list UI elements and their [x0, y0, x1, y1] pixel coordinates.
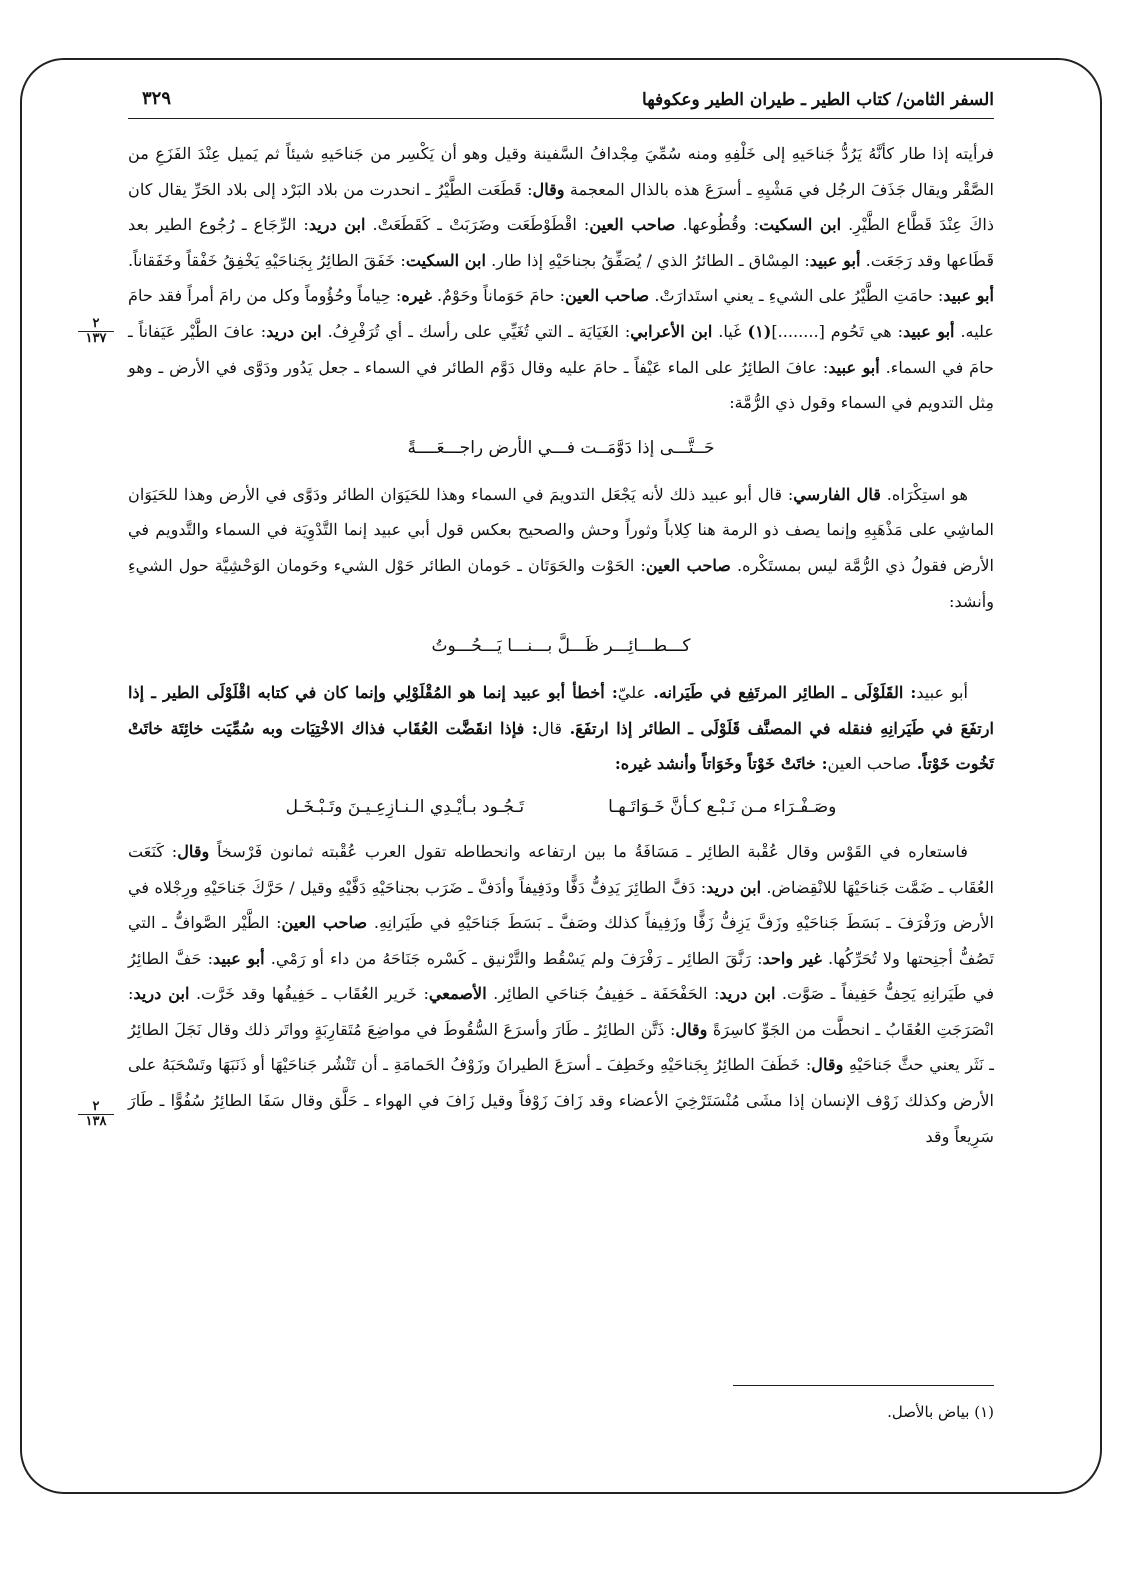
text-run: غَيا.	[712, 321, 748, 341]
text-run: : الحَوْت والحَوَتَان ـ حَومان الطائر حَوْل الشيء وحَومان الوَحْشِيَّة حول الشيءِ وأنشد:	[128, 555, 994, 611]
margin-ref-page: ١٣٨	[85, 1113, 107, 1129]
text-run: فاستعاره في القَوْس وقال عُقْبة الطائِر ـ مَسَافَةُ ما بين ارتفاعه وانحطاطه تقول العرب عُقْبته ثمانون فَرْسخاً	[209, 841, 969, 861]
text-run: : قَطَعَت الطَّيْرُ ـ انحدرت من بلاد البَرْد إلى بلاد الحَرِّ يقال كان ذاكَ عِنْدَ قَطَّاع الطَّيْرِ.	[128, 179, 994, 235]
speaker-name: صاحب العين	[565, 286, 650, 306]
text-run: : هي تَحُوم [........]	[771, 321, 904, 341]
speaker-name: الأصمعي	[428, 984, 487, 1004]
paragraph	[128, 834, 994, 1154]
footnote	[887, 1403, 994, 1421]
paragraph	[128, 136, 994, 421]
margin-reference	[78, 1100, 114, 1128]
speaker-name: وقال	[532, 179, 565, 199]
verse-hemistich-second: تَـجُـود بـأيْـدِي الـنـازِعِـيـنَ وتَـبْـخَـل	[285, 796, 525, 817]
speaker-name: أبو عبيد	[828, 357, 880, 377]
margin-ref-page: ١٣٧	[85, 330, 107, 346]
text-run: : عافَ الطَّيْر عَيَفاناً ـ حامَ في السماء.	[128, 321, 994, 377]
speaker-name: أبو عبيد	[213, 948, 265, 968]
text-run: : الرِّجَاع ـ رُجُوع الطير بعد قَطَاعها وقد رَجَعَت.	[128, 215, 995, 270]
text-run: عليّ	[617, 683, 647, 703]
margin-ref-volume: ٢	[78, 317, 114, 332]
speaker-name: ابن دريد	[719, 984, 776, 1004]
text-run: : حِياماً وحُؤُوماً وكل من رامَ أمراً فقد حامَ عليه.	[128, 286, 994, 341]
text-run: هو استِكْرَاه.	[880, 484, 969, 504]
verse-couplet	[128, 784, 994, 830]
text-run: : خَطَفَ الطائِرُ بِجَناحَيْهِ وخَطِفَ ـ أسرَعَ الطيرانَ وزَوْفُ الحَمامَةِ ـ أن تَنْشُر جَناحَيْهَا أو ذَنَبَهَا وتَسْحَبَهُ على الأرض وكذلك زَوْف الإنسان إذا مشَى مُنْسَتَرْخِيَ الأعضاء وقد زَافَ زَوْفاً وقيل زَافَ في الهواء ـ حَلَّق وقال سَفَا الطائِرُ سُفُوًّا ـ طَارَ سَرِيعاً وقد	[128, 1055, 994, 1146]
speaker-name: غيره	[401, 286, 432, 306]
footnote-divider	[733, 1385, 994, 1386]
text-run: : حامَتِ الطَّيْرُ على الشيءِ ـ يعني استَدارَتْ.	[649, 286, 944, 306]
footnote-text: بياض بالأصل.	[887, 1403, 970, 1421]
text-run: صاحب العين	[827, 754, 912, 774]
paragraph	[128, 675, 994, 782]
text-run: : اقْطَوْطَعَت وضَرَبَتْ ـ كَقَطَعَتْ.	[365, 215, 590, 235]
text-run: قال	[537, 718, 563, 738]
speaker-name: صاحب العين	[281, 913, 368, 933]
text-run: : رَنَّقَ الطائِر ـ رَفْرَفَ ولم يَسْقُط والتَّرْنيق ـ كَسْره جَنَاحَهُ من داء أو رَمْي.	[264, 948, 763, 968]
speaker-name: صاحب العين	[589, 215, 676, 235]
speaker-name: ابن دريد	[308, 215, 366, 235]
text-run: : الحَفْحَفَة ـ حَفِيفُ جَناحَي الطائِر.	[486, 984, 720, 1004]
text-run: : قال أبو عبيد ذلك لأنه يَجْعَل التدويمَ في السماء وهذا للحَيَوَان الطائر ودَوَّى في الأرض وهذا للحَيَوَان الماشِي على مَذْهَبِهِ وإنما يصف ذو الرمة هنا كِلاباً وثوراً وحش والصحيح بعكس قول أبي عبيد إنما التَّدْوِيَة في السماء والتَّدويم في الأرض فقولُ ذي الرُّمَّة ليس بمستَكْره.	[128, 484, 994, 575]
verse-hemistich-first: وصَـفْـرَاء مـن نَـبْـع كـأنَّ خَـوَاتَـهـا	[608, 796, 837, 817]
running-title: السفر الثامن/ كتاب الطير ـ طيران الطير وعكوفها	[642, 90, 994, 110]
verse-line: كـــطـــائِـــر ظَـــلَّ بـــنـــا يَـــحُـــوتُ	[431, 636, 691, 657]
text-run: : عافَ الطائِرُ على الماء عَيْفاً ـ حامَ عليه وقال دَوَّم الطائر في السماء ـ جعل يَدُور ودَوَّى في الأرض ـ وهو مِثل التدويم في السماء وقول ذي الرُّمَّة:	[128, 357, 994, 413]
margin-reference	[78, 317, 114, 345]
speaker-name: وقال	[177, 841, 210, 861]
speaker-name: ابن دريد	[706, 877, 762, 897]
speaker-name: ابن دريد	[266, 321, 322, 341]
speaker-name: أبو عبيد	[943, 286, 995, 306]
speaker-name: ابن الأعرابي	[630, 321, 713, 341]
margin-ref-volume: ٢	[78, 1100, 114, 1115]
verse-line: حَــتَّـــى إذا دَوَّمَــت فـــي الأرض راجـــعَــــةً	[407, 437, 715, 458]
page-number: ٣٢٩	[142, 88, 172, 109]
footnote-marker: (١)	[974, 1403, 994, 1421]
text-run: : حَفَّ الطائِرُ في طَيَرانِهِ يَحِفُّ حَفِيفاً ـ صَوَّت.	[128, 948, 995, 1004]
speaker-name: غير واحد	[762, 948, 822, 968]
speaker-name: (١)	[747, 321, 772, 341]
speaker-name: أبو عبيد	[903, 321, 955, 341]
speaker-name: ابن السكيت	[759, 215, 842, 235]
speaker-name: وقال	[811, 1055, 844, 1075]
text-run: : خَفَقَ الطائِرُ بِجَناحَيْهِ يَخْفِقُ خَفْقاً وخَفَقاناً.	[128, 250, 406, 270]
speaker-name: صاحب العين	[645, 555, 731, 575]
text-run: : حامَ حَوَماناً وحَوْمٌ.	[431, 286, 565, 306]
text-run: : دَفَّ الطائِرَ يَدِفُّ دَفًّا ودَفِيفاً وأدَفَّ ـ ضَرَب بجناحَيْهِ دَفَّيْهِ وقيل / حَرَّكَ جَناحَيْهِ ورِجْلاه في الأرض ورَفْرَفَ ـ بَسَطَ جَناحَيْهِ وزَفَّ يَزِفُّ زَفًّا وزَفِيفاً كذلك وصَفَّ ـ بَسَطَ جَناحَيْهِ في طَيَرانِهِ.	[128, 877, 994, 933]
speaker-name: وقال	[675, 1019, 708, 1039]
text-run: : الغَيَايَة ـ التي تُغَيِّي على رأسك ـ أي تُرَفْرِفُ.	[321, 321, 631, 341]
speaker-name: ابن دريد	[133, 984, 190, 1004]
speaker-name: : فإذا انقَضَّت العُقَاب فذاك الاخْتِيَات وبه سُمِّيَت خائِتَة خاتَتْ تَخُوت خَوْتاً.	[128, 718, 994, 774]
text-run: : خَرير العُقَاب ـ حَفِيفُها وقد خَرَّت.	[189, 984, 429, 1004]
main-text	[128, 136, 994, 1154]
text-run: أبو عبيد	[916, 683, 968, 703]
speaker-name: : خاتَتْ خَوْتاً وخَوَاتاً وأنشد غيره:	[614, 754, 828, 774]
speaker-name: : القَلَوْلَى ـ الطائِر المرتَفِع في طَيَرانه.	[646, 683, 917, 703]
speaker-name: قال الفارسي	[793, 484, 881, 504]
text-run: : الطَّيْر الصَّوافُّ ـ التي تَصُفُّ أجنِحتها ولا تُحَرِّكُها.	[128, 913, 994, 968]
text-run: : كَنَعَت العُقَاب ـ ضَمَّت جَناحَيْهَا للانْقِضاض.	[128, 841, 995, 897]
paragraph	[128, 477, 994, 619]
page-header	[128, 86, 994, 119]
text-run: : ذَتَّن الطائِرُ ـ طَارَ وأسرَعَ السُّقُوطَ في مواضِعَ مُتَقارِبَةٍ وواتَر ذلك وقال نَجَلَ الطائِرُ ـ نَثَر يعني حثَّ جَناحَيْهِ	[128, 1019, 994, 1075]
text-run: فرأيته إذا طار كأنَّهُ يَرُدُّ جَناحَيهِ إلى خَلْفِهِ ومنه سُمِّيَ مِجْدافُ السَّفينة وقيل وهو أن يَكْسِر من جَناحَيهِ شيئاً ثم يَميل عِنْدَ الفَزَعِ من الصَّقْر ويقال جَذَفَ الرجُل في مَشْيِهِ ـ أسرَعَ هذه بالذال المعجمة	[128, 144, 994, 199]
text-run: : المِسْاق ـ الطائرُ الذي / يُصَفِّقُ بجناحَيْهِ إذا طار.	[486, 250, 810, 270]
speaker-name: : أخطأ أبو عبيد إنما هو المُقْلَوْلِي وإنما كان في كتابه اقْلَوْلَى الطير ـ إذا ارتفَعَ في طَيَرانِهِ فنقله في المصنَّف قَلَوْلَى ـ الطائر إذا ارتفَعَ.	[128, 683, 994, 738]
speaker-name: أبو عبيد	[809, 250, 861, 270]
text-run: : انْصَرَجَتِ العُقَابُ ـ انحطَّت من الجَوِّ كاسِرَةً	[128, 984, 994, 1039]
speaker-name: ابن السكيت	[405, 250, 486, 270]
text-run: : وقُطُوعها.	[675, 215, 760, 235]
